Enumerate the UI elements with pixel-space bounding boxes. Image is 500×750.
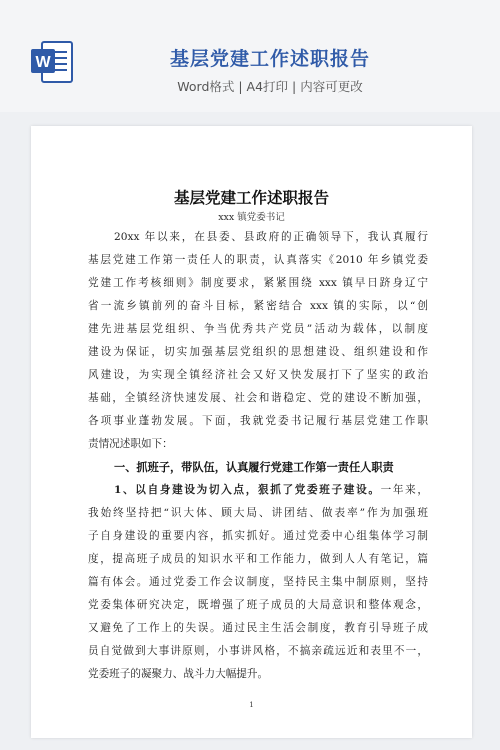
paragraph-line: 基础，全镇经济快速发展、社会和谐稳定、党的建设不断加强， <box>88 392 428 404</box>
document-author-line: xxx 镇党委书记 <box>218 212 285 223</box>
subsection-first-line <box>114 482 428 498</box>
document-page <box>31 126 472 738</box>
paragraph-line: 建先进基层党组织、争当优秀共产党员”活动为载体，以制度 <box>88 323 428 335</box>
paragraph-line: 基层党建工作第一责任人的职责，认真落实《2010 年乡镇党委 <box>88 254 428 266</box>
paragraph-line: 省一流乡镇前列的奋斗目标，紧密结合 xxx 镇的实际，以“创 <box>88 300 428 312</box>
paragraph-line: 党委集体研究决定，既增强了班子成员的大局意识和整体观念， <box>88 599 428 611</box>
svg-text:W: W <box>35 54 51 71</box>
page-number: 1 <box>249 701 254 709</box>
paragraph-line: 子自身建设的重要内容，抓实抓好。通过党委中心组集体学习制 <box>88 530 428 542</box>
paragraph-line: 党建工作考核细则》制度要求，紧紧围绕 xxx 镇早日跻身辽宁 <box>88 277 428 289</box>
paragraph-line: 各项事业蓬勃发展。下面，我就党委书记履行基层党建工作职 <box>88 415 428 427</box>
subsection-heading: 1、以自身建设为切入点，狠抓了党委班子建设。 <box>114 484 381 496</box>
paragraph-line: 度，提高班子成员的知识水平和工作能力，做到人人有笔记，篇 <box>88 553 428 565</box>
document-title: 基层党建工作述职报告 <box>173 188 329 207</box>
header-subtitle: Word格式 | A4打印 | 内容可更改 <box>177 79 363 94</box>
paragraph-line: 员自觉做到大事讲原则，小事讲风格，不搞亲疏远近和表里不一， <box>88 645 428 657</box>
paragraph-line: 我始终坚持把“识大体、顾大局、讲团结、做表率”作为加强班 <box>88 507 428 519</box>
paragraph-text: 一年来， <box>380 484 428 496</box>
header-title: 基层党建工作述职报告 <box>169 48 370 70</box>
section-heading: 一、抓班子，带队伍，认真履行党建工作第一责任人职责 <box>114 460 394 474</box>
page-header <box>0 0 500 112</box>
paragraph-line: 篇有体会。通过党委工作会议制度，坚持民主集中制原则，坚持 <box>88 576 428 588</box>
paragraph-line: 20xx 年以来，在县委、县政府的正确领导下，我认真履行 <box>114 231 428 243</box>
paragraph-line: 责情况述职如下： <box>88 438 173 450</box>
paragraph-line: 又避免了工作上的失误。通过民主生活会制度，教育引导班子成 <box>88 622 428 634</box>
paragraph-line: 建设为保证，切实加强基层党组织的思想建设、组织建设和作 <box>88 346 428 358</box>
paragraph-line: 党委班子的凝聚力、战斗力大幅提升。 <box>88 668 269 680</box>
paragraph-line: 风建设，为实现全镇经济社会又好又快发展打下了坚实的政治 <box>88 369 428 381</box>
